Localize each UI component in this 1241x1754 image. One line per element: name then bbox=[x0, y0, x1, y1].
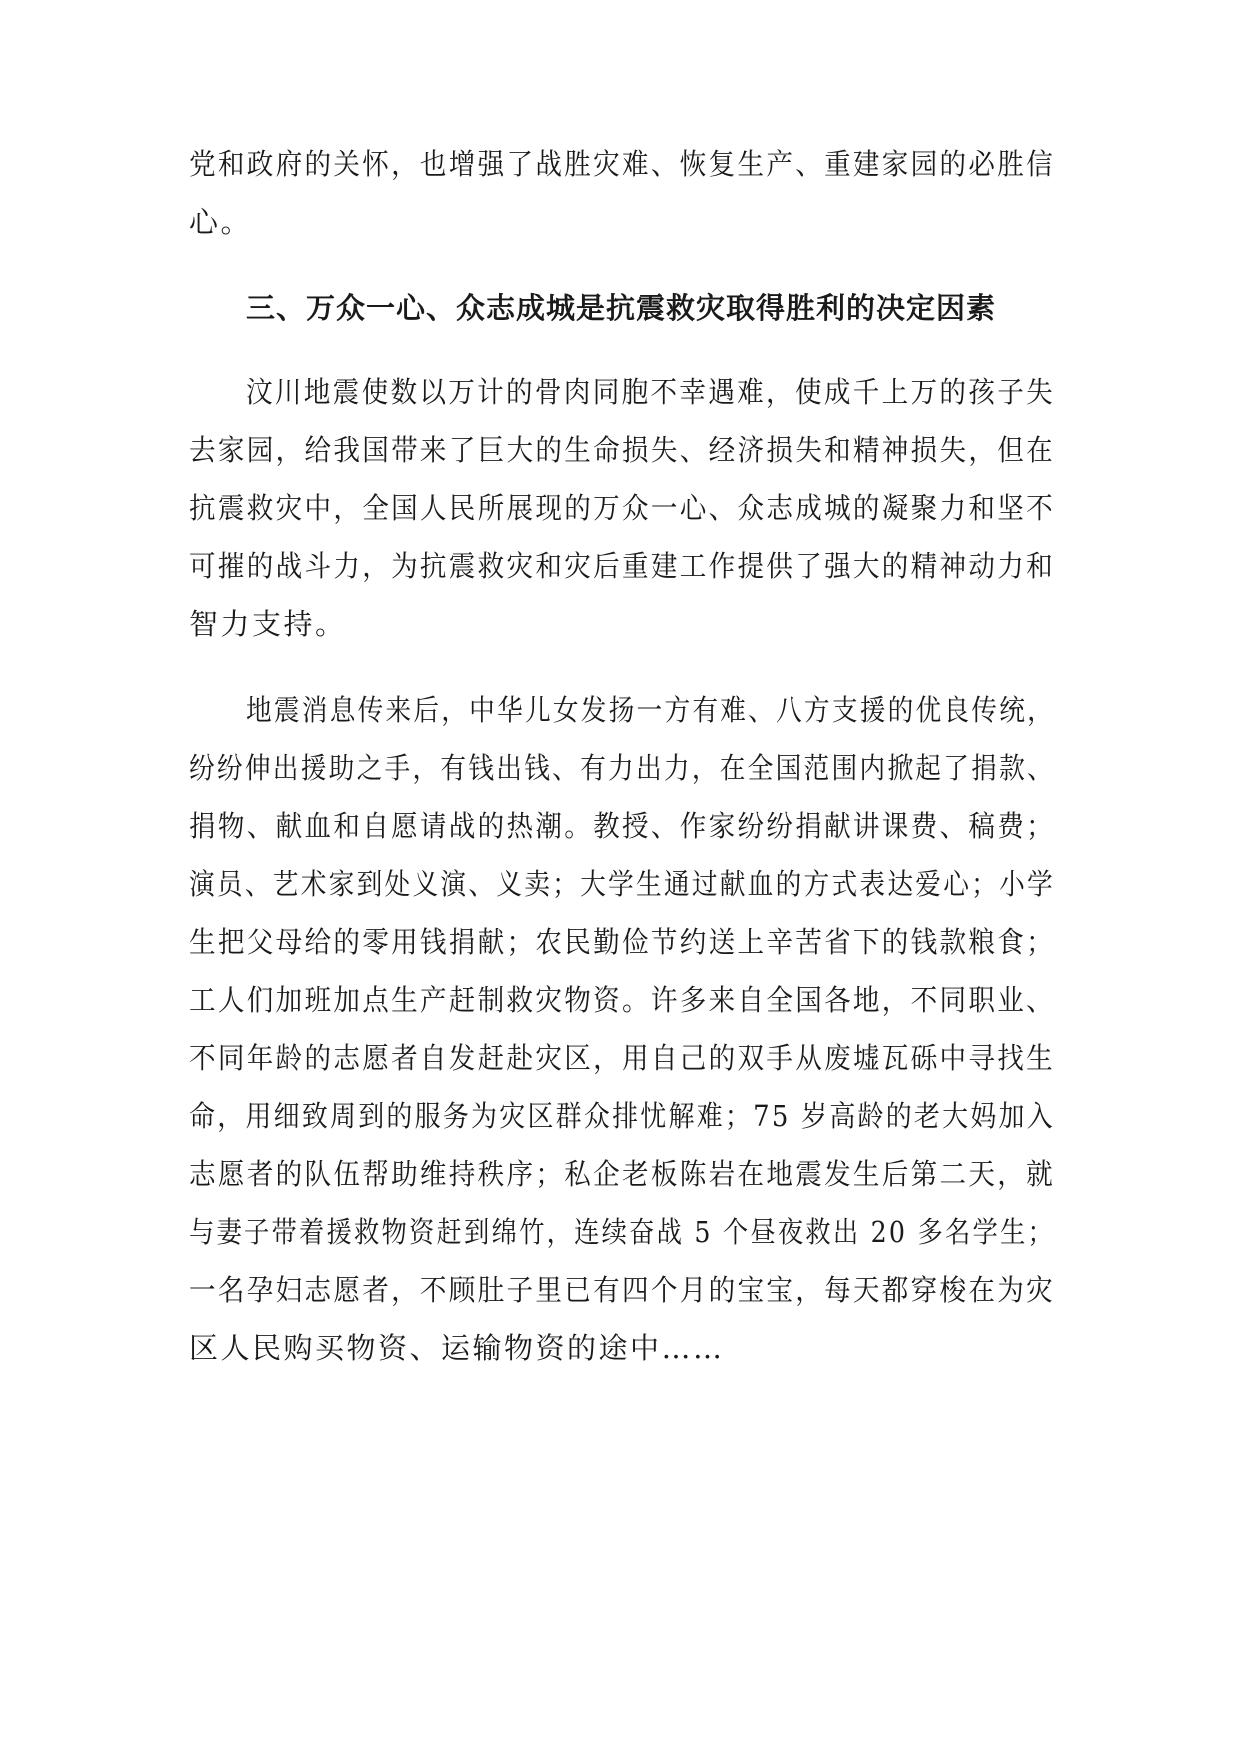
text-line: 汶川地震使数以万计的骨肉同胞不幸遇难，使成千上万的孩子失 bbox=[246, 375, 1055, 409]
text-line: 去家园，给我国带来了巨大的生命损失、经济损失和精神损失，但在 bbox=[189, 433, 1056, 467]
text-line: 工人们加班加点生产赶制救灾物资。许多来自全国各地，不同职业、 bbox=[189, 983, 1056, 1017]
text-line: 可摧的战斗力，为抗震救灾和灾后重建工作提供了强大的精神动力和 bbox=[189, 549, 1056, 583]
text-line: 生把父母给的零用钱捐献；农民勤俭节约送上辛苦省下的钱款粮食； bbox=[189, 925, 1056, 959]
text-line: 智力支持。 bbox=[189, 607, 347, 641]
text-line: 地震消息传来后，中华儿女发扬一方有难、八方支援的优良传统， bbox=[246, 693, 1056, 727]
text-line: 不同年龄的志愿者自发赶赴灾区，用自己的双手从废墟瓦砾中寻找生 bbox=[189, 1041, 1056, 1075]
text-line: 演员、艺术家到处义演、义卖；大学生通过献血的方式表达爱心；小学 bbox=[189, 867, 1055, 901]
section-heading: 三、万众一心、众志成城是抗震救灾取得胜利的决定因素 bbox=[246, 291, 997, 325]
text-line: 党和政府的关怀，也增强了战胜灾难、恢复生产、重建家园的必胜信 bbox=[189, 147, 1056, 181]
text-line: 区人民购买物资、运输物资的途中…… bbox=[189, 1331, 725, 1365]
text-line: 抗震救灾中，全国人民所展现的万众一心、众志成城的凝聚力和坚不 bbox=[189, 491, 1056, 525]
text-line: 纷纷伸出援助之手，有钱出钱、有力出力，在全国范围内掀起了捐款、 bbox=[189, 751, 1055, 785]
text-line: 命，用细致周到的服务为灾区群众排忧解难；75 岁高龄的老大妈加入 bbox=[189, 1099, 1055, 1133]
text-line: 与妻子带着援救物资赶到绵竹，连续奋战 5 个昼夜救出 20 多名学生； bbox=[189, 1215, 1055, 1249]
text-line: 心。 bbox=[189, 205, 253, 239]
text-line: 一名孕妇志愿者，不顾肚子里已有四个月的宝宝，每天都穿梭在为灾 bbox=[189, 1273, 1056, 1307]
text-line: 捐物、献血和自愿请战的热潮。教授、作家纷纷捐献讲课费、稿费； bbox=[189, 809, 1056, 843]
text-line: 志愿者的队伍帮助维持秩序；私企老板陈岩在地震发生后第二天，就 bbox=[189, 1157, 1056, 1191]
